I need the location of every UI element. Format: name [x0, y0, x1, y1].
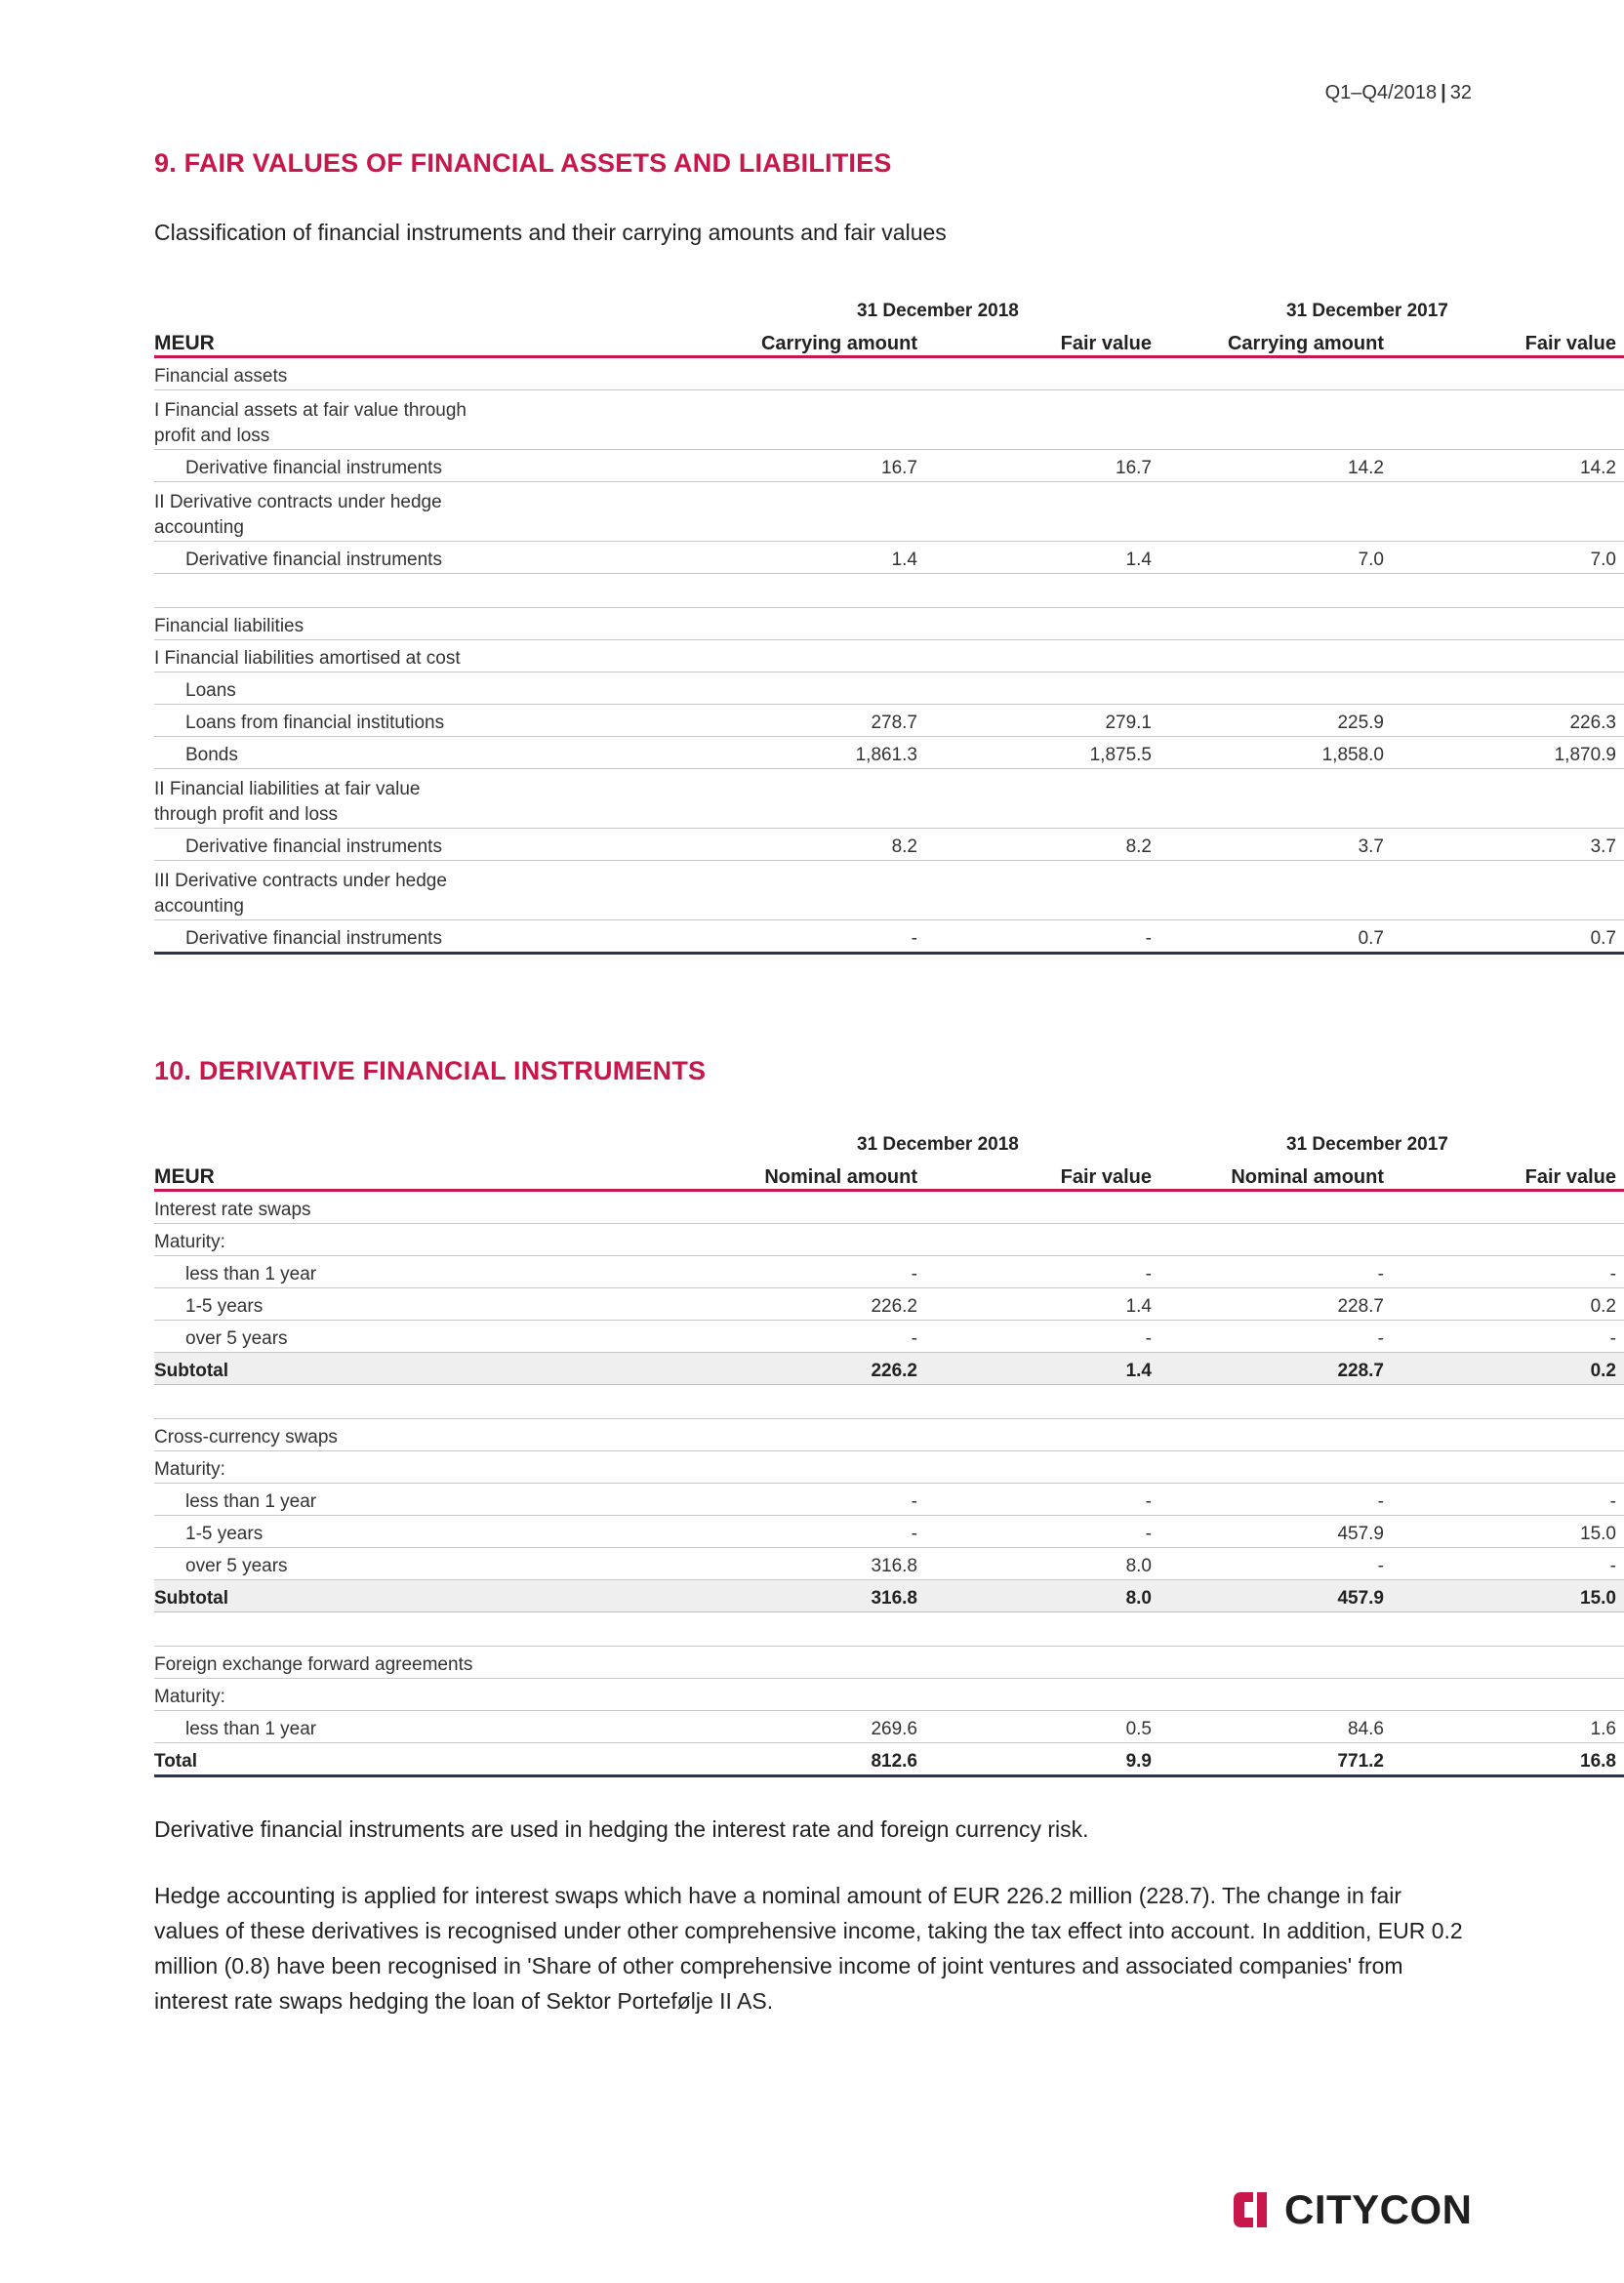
cell-value: [1392, 357, 1624, 390]
group-header-2017: 31 December 2017: [1286, 1134, 1448, 1155]
table-row: [154, 390, 1624, 450]
cell-value: [1392, 1451, 1624, 1484]
column-header-fair-value-2017: Fair value: [1392, 1156, 1624, 1191]
cell-value: [925, 640, 1159, 673]
table-row: [154, 1451, 1624, 1484]
cell-value: -: [1159, 1321, 1392, 1353]
table-row: [154, 1321, 1624, 1353]
cell-value: -: [1392, 1256, 1624, 1288]
subtotal-row: [154, 1580, 1624, 1612]
cell-value: 228.7: [1159, 1288, 1392, 1321]
row-label: Subtotal: [154, 1353, 613, 1385]
cell-value: 8.0: [925, 1580, 1159, 1612]
cell-value: [925, 482, 1159, 542]
cell-value: -: [613, 1484, 925, 1516]
cell-value: -: [1159, 1484, 1392, 1516]
cell-value: [1392, 608, 1624, 640]
column-header-nominal-2017: Nominal amount: [1159, 1156, 1392, 1191]
cell-value: [1159, 1191, 1392, 1224]
cell-value: [613, 1451, 925, 1484]
cell-value: 15.0: [1392, 1516, 1624, 1548]
cell-value: [613, 673, 925, 705]
cell-value: [1159, 1679, 1392, 1711]
cell-value: [925, 390, 1159, 450]
spacer-row: [154, 1612, 1624, 1647]
total-row: [154, 1743, 1624, 1776]
cell-value: 1,875.5: [925, 737, 1159, 769]
cell-value: 226.2: [613, 1288, 925, 1321]
group-header-2017: 31 December 2017: [1286, 301, 1448, 321]
cell-value: [1392, 390, 1624, 450]
cell-value: 812.6: [613, 1743, 925, 1776]
table-row: [154, 1191, 1624, 1224]
cell-value: 16.7: [925, 450, 1159, 482]
cell-value: 269.6: [613, 1711, 925, 1743]
cell-value: [1159, 608, 1392, 640]
row-label: Maturity:: [154, 1679, 613, 1711]
table-row: [154, 920, 1624, 954]
cell-value: 1.4: [613, 542, 925, 574]
cell-value: -: [925, 1321, 1159, 1353]
cell-value: [1392, 1191, 1624, 1224]
cell-value: 8.2: [613, 829, 925, 861]
section-10-title: 10. DERIVATIVE FINANCIAL INSTRUMENTS: [154, 1056, 707, 1085]
column-header-fair-value-2017: Fair value: [1392, 322, 1624, 357]
citycon-wordmark: CITYCON: [1284, 2186, 1473, 2232]
cell-value: [613, 640, 925, 673]
table-row: [154, 608, 1624, 640]
cell-value: -: [925, 1484, 1159, 1516]
cell-value: [613, 769, 925, 829]
table-row: [154, 1679, 1624, 1711]
row-label: Derivative financial instruments: [154, 829, 613, 861]
cell-value: 1.4: [925, 1353, 1159, 1385]
derivatives-table: [154, 1117, 1624, 1777]
cell-value: 0.2: [1392, 1288, 1624, 1321]
row-label: less than 1 year: [154, 1256, 613, 1288]
spacer-row: [154, 574, 1624, 608]
group-header-2018: 31 December 2018: [857, 301, 1019, 321]
row-label: I Financial liabilities amortised at cost: [154, 640, 613, 673]
row-label: Maturity:: [154, 1451, 613, 1484]
row-label: 1-5 years: [154, 1516, 613, 1548]
cell-value: [1392, 673, 1624, 705]
cell-value: -: [925, 1256, 1159, 1288]
cell-value: 16.7: [613, 450, 925, 482]
cell-value: 457.9: [1159, 1516, 1392, 1548]
cell-value: [613, 357, 925, 390]
group-header-2018: 31 December 2018: [857, 1134, 1019, 1155]
cell-value: [925, 608, 1159, 640]
cell-value: -: [613, 920, 925, 954]
cell-value: [925, 1419, 1159, 1451]
column-header-fair-value-2018: Fair value: [925, 322, 1159, 357]
cell-value: [613, 1419, 925, 1451]
cell-value: 3.7: [1159, 829, 1392, 861]
cell-value: [1159, 673, 1392, 705]
cell-value: [925, 1191, 1159, 1224]
header-separator: |: [1441, 82, 1446, 103]
citycon-logo-icon: [1232, 2190, 1275, 2229]
cell-value: 3.7: [1392, 829, 1624, 861]
cell-value: 8.0: [925, 1548, 1159, 1580]
cell-value: -: [1392, 1484, 1624, 1516]
cell-value: [1392, 1224, 1624, 1256]
column-header-fair-value-2018: Fair value: [925, 1156, 1159, 1191]
cell-value: [1392, 769, 1624, 829]
row-label: 1-5 years: [154, 1288, 613, 1321]
cell-value: 316.8: [613, 1580, 925, 1612]
cell-value: 1,858.0: [1159, 737, 1392, 769]
group-header-row: [154, 283, 1624, 322]
cell-value: 16.8: [1392, 1743, 1624, 1776]
cell-value: [925, 1647, 1159, 1679]
cell-value: 15.0: [1392, 1580, 1624, 1612]
table-row: [154, 1419, 1624, 1451]
citycon-logo: [1232, 2186, 1473, 2233]
row-label: Cross-currency swaps: [154, 1419, 613, 1451]
cell-value: [1159, 640, 1392, 673]
row-label: II Derivative contracts under hedge accounting: [154, 482, 613, 542]
cell-value: -: [613, 1516, 925, 1548]
cell-value: 0.7: [1159, 920, 1392, 954]
fair-values-table: [154, 283, 1624, 955]
cell-value: -: [1392, 1548, 1624, 1580]
cell-value: [1159, 390, 1392, 450]
cell-value: [613, 1224, 925, 1256]
paragraph-hedge-accounting: Hedge accounting is applied for interest swaps which have a nominal amount of EUR 226.2 million (228.7). The change in fair values of these derivatives is recognised under other comprehensive income, taking the tax effect into account. In addition, EUR 0.2 million (0.8) have been recognised in 'Share of other comprehensive income of joint ventures and associated companies' from interest rate swaps hedging the loan of Sektor Portefølje II AS.: [154, 1883, 1463, 2014]
section-9-title: 9. FAIR VALUES OF FINANCIAL ASSETS AND LIABILITIES: [154, 148, 892, 178]
cell-value: 0.2: [1392, 1353, 1624, 1385]
cell-value: 1.4: [925, 1288, 1159, 1321]
cell-value: 1,870.9: [1392, 737, 1624, 769]
cell-value: [1392, 1679, 1624, 1711]
row-label: Loans from financial institutions: [154, 705, 613, 737]
cell-value: 14.2: [1159, 450, 1392, 482]
cell-value: 279.1: [925, 705, 1159, 737]
table-row: [154, 1711, 1624, 1743]
table-row: [154, 1516, 1624, 1548]
group-header-row: [154, 1117, 1624, 1156]
cell-value: [613, 1647, 925, 1679]
row-label: Loans: [154, 673, 613, 705]
section-9-subtitle: Classification of financial instruments and their carrying amounts and fair values: [154, 220, 947, 245]
cell-value: [1159, 1451, 1392, 1484]
column-header-row: [154, 1156, 1624, 1191]
row-label: Derivative financial instruments: [154, 920, 613, 954]
cell-value: 8.2: [925, 829, 1159, 861]
table-row: [154, 1484, 1624, 1516]
table-row: [154, 450, 1624, 482]
cell-value: [613, 482, 925, 542]
cell-value: [1392, 1647, 1624, 1679]
cell-value: 0.5: [925, 1711, 1159, 1743]
cell-value: 228.7: [1159, 1353, 1392, 1385]
cell-value: [925, 357, 1159, 390]
cell-value: 1,861.3: [613, 737, 925, 769]
cell-value: -: [1159, 1548, 1392, 1580]
column-header-carrying-2017: Carrying amount: [1159, 322, 1392, 357]
cell-value: [1159, 769, 1392, 829]
cell-value: -: [613, 1256, 925, 1288]
row-label: over 5 years: [154, 1548, 613, 1580]
cell-value: -: [925, 1516, 1159, 1548]
cell-value: [613, 608, 925, 640]
row-label: III Derivative contracts under hedge accounting: [154, 861, 613, 920]
cell-value: [1392, 482, 1624, 542]
cell-value: 7.0: [1392, 542, 1624, 574]
cell-value: [925, 861, 1159, 920]
table-row: [154, 640, 1624, 673]
table-row: [154, 829, 1624, 861]
cell-value: 278.7: [613, 705, 925, 737]
cell-value: [1392, 1419, 1624, 1451]
cell-value: [1392, 640, 1624, 673]
cell-value: -: [613, 1321, 925, 1353]
cell-value: 316.8: [613, 1548, 925, 1580]
table-row: [154, 769, 1624, 829]
cell-value: -: [1392, 1321, 1624, 1353]
table-row: [154, 1288, 1624, 1321]
cell-value: 14.2: [1392, 450, 1624, 482]
cell-value: [613, 1679, 925, 1711]
cell-value: [613, 861, 925, 920]
cell-value: [1159, 861, 1392, 920]
row-label: II Financial liabilities at fair value through profit and loss: [154, 769, 613, 829]
row-label: less than 1 year: [154, 1484, 613, 1516]
subtotal-row: [154, 1353, 1624, 1385]
cell-value: [925, 673, 1159, 705]
table-row: [154, 705, 1624, 737]
cell-value: [613, 390, 925, 450]
column-header-row: [154, 322, 1624, 357]
table-row: [154, 357, 1624, 390]
cell-value: 0.7: [1392, 920, 1624, 954]
table-row: [154, 1647, 1624, 1679]
row-label: Bonds: [154, 737, 613, 769]
cell-value: 7.0: [1159, 542, 1392, 574]
row-label: Maturity:: [154, 1224, 613, 1256]
cell-value: [1159, 1224, 1392, 1256]
cell-value: 1.4: [925, 542, 1159, 574]
column-header-carrying-2018: Carrying amount: [613, 322, 925, 357]
column-header-meur: MEUR: [154, 322, 613, 357]
cell-value: 1.6: [1392, 1711, 1624, 1743]
page-header: [1325, 82, 1472, 104]
cell-value: -: [925, 920, 1159, 954]
paragraph-derivatives-usage: Derivative financial instruments are used in hedging the interest rate and foreign currency risk.: [154, 1816, 1089, 1842]
table-row: [154, 861, 1624, 920]
cell-value: [925, 1679, 1159, 1711]
table-row: [154, 673, 1624, 705]
cell-value: [925, 1451, 1159, 1484]
column-header-nominal-2018: Nominal amount: [613, 1156, 925, 1191]
table-row: [154, 482, 1624, 542]
table-row: [154, 1548, 1624, 1580]
row-label: Financial assets: [154, 357, 613, 390]
cell-value: [1159, 1419, 1392, 1451]
table-row: [154, 542, 1624, 574]
cell-value: 457.9: [1159, 1580, 1392, 1612]
cell-value: 226.3: [1392, 705, 1624, 737]
cell-value: [1392, 861, 1624, 920]
row-label: Interest rate swaps: [154, 1191, 613, 1224]
cell-value: [925, 1224, 1159, 1256]
table-row: [154, 1224, 1624, 1256]
cell-value: [1159, 357, 1392, 390]
cell-value: 226.2: [613, 1353, 925, 1385]
cell-value: [1159, 1647, 1392, 1679]
cell-value: 9.9: [925, 1743, 1159, 1776]
column-header-meur: MEUR: [154, 1156, 613, 1191]
cell-value: [613, 1191, 925, 1224]
cell-value: [1159, 482, 1392, 542]
row-label: Subtotal: [154, 1580, 613, 1612]
row-label: Derivative financial instruments: [154, 542, 613, 574]
cell-value: 225.9: [1159, 705, 1392, 737]
cell-value: 84.6: [1159, 1711, 1392, 1743]
row-label: Financial liabilities: [154, 608, 613, 640]
page-number: 32: [1449, 82, 1472, 103]
cell-value: [925, 769, 1159, 829]
row-label: less than 1 year: [154, 1711, 613, 1743]
table-row: [154, 737, 1624, 769]
row-label: Total: [154, 1743, 613, 1776]
cell-value: 771.2: [1159, 1743, 1392, 1776]
table-row: [154, 1256, 1624, 1288]
report-period: Q1–Q4/2018: [1324, 82, 1438, 103]
spacer-row: [154, 1385, 1624, 1419]
row-label: Derivative financial instruments: [154, 450, 613, 482]
row-label: Foreign exchange forward agreements: [154, 1647, 613, 1679]
row-label: I Financial assets at fair value through profit and loss: [154, 390, 613, 450]
row-label: over 5 years: [154, 1321, 613, 1353]
cell-value: -: [1159, 1256, 1392, 1288]
